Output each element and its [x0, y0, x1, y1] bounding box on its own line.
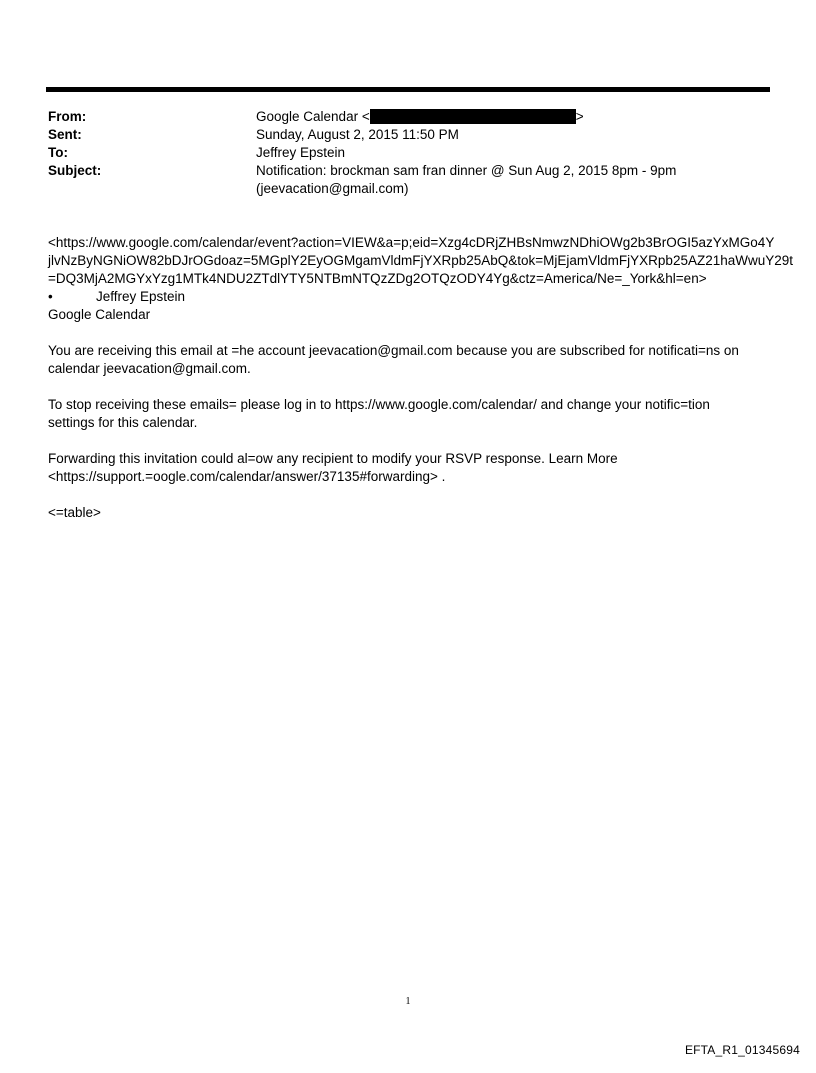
from-sender-name: Google Calendar <: [256, 109, 370, 124]
redaction-block: [370, 109, 576, 124]
email-body: [48, 234, 794, 522]
receiving-notice-line2: calendar jeevacation@gmail.com.: [48, 361, 251, 376]
subject-row: [48, 162, 768, 198]
bullet-icon: •: [48, 289, 53, 304]
page-number: 1: [405, 996, 411, 1007]
from-label: From:: [48, 109, 87, 124]
to-row: [48, 144, 768, 162]
sent-value: Sunday, August 2, 2015 11:50 PM: [256, 127, 459, 142]
attendee-name: Jeffrey Epstein: [96, 289, 186, 304]
event-url-line3: =DQ3MjA2MGYxYzg1MTk4NDU2ZTdlYTY5NTBmNTQzZDg2OTQzODY4Yg&ctz=America/Ne=_York&hl=en>: [48, 271, 707, 286]
document-id: EFTA_R1_01345694: [684, 1043, 800, 1057]
event-url-line2: jlvNzByNGNiOW82bDJrOGdoaz=5MGplY2EyOGMgamVldmFjYXRpb25AbQ&tok=MjEjamVldmFjYXRpb25AZ21haWwuY29t: [48, 253, 794, 268]
receiving-notice-line1: You are receiving this email at =he account jeevacation@gmail.com because you are subscribed for notificati=ns on: [48, 343, 739, 358]
calendar-name: Google Calendar: [48, 307, 151, 322]
subject-value-line2: (jeevacation@gmail.com): [256, 181, 409, 196]
to-label: To:: [48, 145, 68, 160]
header-rule: [46, 87, 770, 92]
sent-label: Sent:: [48, 127, 82, 142]
sent-row: [48, 126, 768, 144]
stop-notice-line2: settings for this calendar.: [48, 415, 198, 430]
event-url-line1: <https://www.google.com/calendar/event?action=VIEW&a=p;eid=Xzg4cDRjZHBsNmwzNDhiOWg2b3BrOGI5azYxMGo4Y: [48, 235, 775, 250]
subject-value-line1: Notification: brockman sam fran dinner @ Sun Aug 2, 2015 8pm - 9pm: [256, 163, 677, 178]
table-artifact: <=table>: [48, 505, 101, 520]
subject-label: Subject:: [48, 163, 102, 178]
to-value: Jeffrey Epstein: [256, 145, 346, 160]
from-bracket-close: >: [575, 109, 584, 124]
forwarding-notice-line2: <https://support.=oogle.com/calendar/answer/37135#forwarding> .: [48, 469, 446, 484]
from-row: [48, 108, 768, 126]
forwarding-notice-line1: Forwarding this invitation could al=ow any recipient to modify your RSVP response. Learn More: [48, 451, 618, 466]
attendee-list-item: [48, 288, 778, 306]
stop-notice-line1: To stop receiving these emails= please log in to https://www.google.com/calendar/ and change your notific=tion: [48, 397, 710, 412]
email-header: [48, 108, 768, 198]
from-value: [256, 108, 768, 126]
